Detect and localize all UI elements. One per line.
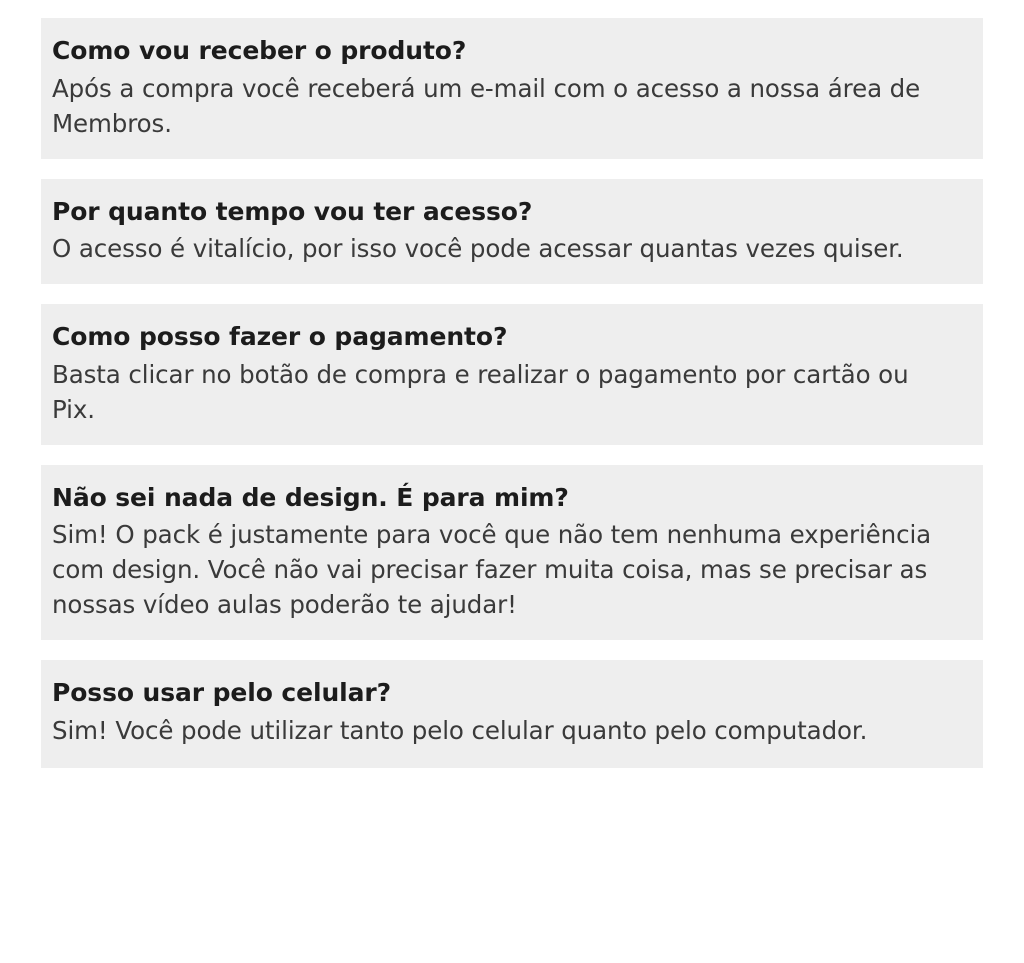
faq-question: Por quanto tempo vou ter acesso? <box>52 196 533 226</box>
faq-question: Não sei nada de design. É para mim? <box>52 482 569 512</box>
faq-question: Como posso fazer o pagamento? <box>52 322 508 352</box>
faq-question: Como vou receber o produto? <box>52 36 467 65</box>
faq-item[interactable] <box>41 660 983 768</box>
faq-answer: Após a compra você receberá um e-mail com o acesso a nossa área de Membros. <box>52 73 921 138</box>
faq-answer: Sim! O pack é justamente para você que não tem nenhuma experiência com design. Você não vai precisar fazer muita coisa, mas se precisar as nossas vídeo aulas poderão te ajudar! <box>52 520 932 620</box>
faq-question: Posso usar pelo celular? <box>52 678 392 708</box>
faq-item[interactable] <box>41 304 983 445</box>
faq-answer: O acesso é vitalício, por isso você pode acessar quantas vezes quiser. <box>52 234 904 264</box>
faq-item[interactable] <box>41 18 983 159</box>
faq-item[interactable] <box>41 179 983 285</box>
faq-item[interactable] <box>41 465 983 641</box>
faq-answer: Sim! Você pode utilizar tanto pelo celular quanto pelo computador. <box>52 715 868 745</box>
faq-answer: Basta clicar no botão de compra e realizar o pagamento por cartão ou Pix. <box>52 359 909 424</box>
